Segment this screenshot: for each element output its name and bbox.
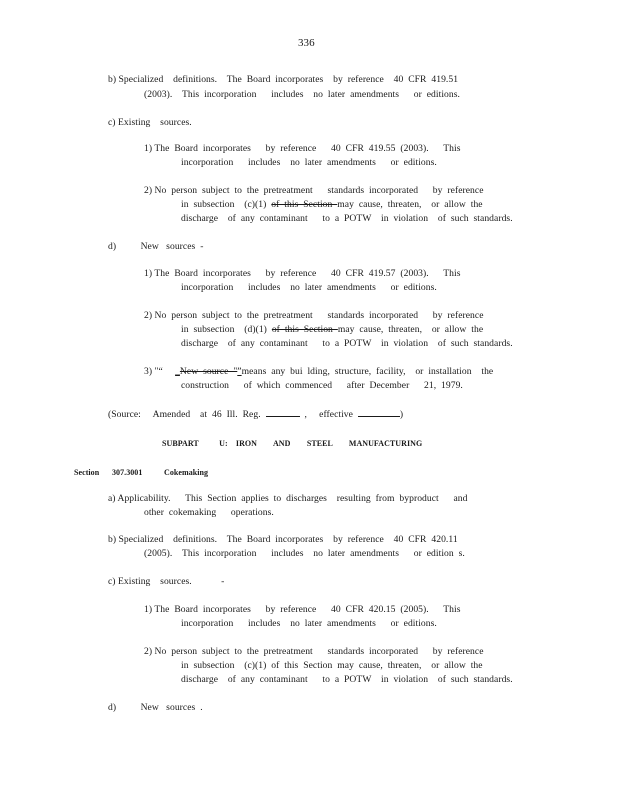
item2-text-a: in subsection (d)(1) (181, 324, 272, 335)
source-note-suffix: ) (399, 409, 404, 420)
d-new-item2-line1: 2) No person subject to the pretreatment standards incorporated by reference (144, 310, 484, 321)
c-existing-item2-line2 (181, 199, 483, 211)
c-existing-item2-line1: 2) No person subject to the pretreatment standards incorporated by reference (144, 185, 484, 196)
b-specialized-line2: (2003). This incorporation includes no later amendments or editions. (144, 89, 460, 100)
struck-text: of this Section (271, 199, 338, 210)
item3-text-d: means any bui lding, structure, facility, or installation the (241, 366, 494, 377)
c-existing2-item1-line2: incorporation includes no later amendments or editions. (181, 618, 437, 629)
d-new-item3-line1 (144, 366, 493, 378)
page-number: 336 (298, 37, 315, 49)
d-new-item2-line2 (181, 324, 483, 336)
blank-line-effective (358, 407, 400, 417)
b-specialized2-line2: (2005). This incorporation includes no later amendments or edition s. (144, 548, 465, 559)
source-note-middle: , effective (299, 409, 358, 420)
item2-text-b: may cause, threaten, or allow the (337, 324, 484, 335)
d-new-item1-line2: incorporation includes no later amendments or editions. (181, 282, 437, 293)
subpart-heading: SUBPART U: IRON AND STEEL MANUFACTURING (162, 439, 423, 448)
item2-text-a: in subsection (c)(1) (181, 199, 272, 210)
c-existing2-item2-line3: discharge of any contaminant to a POTW in violation of such standards. (181, 674, 513, 685)
a-applicability-line1: a) Applicability. This Section applies to discharges resulting from byproduct and (108, 493, 468, 504)
struck-text: New source " (179, 366, 238, 377)
b-specialized-line1: b) Specialized definitions. The Board incorporates by reference 40 CFR 419.51 (108, 74, 459, 85)
section-label: Section (74, 468, 100, 477)
source-note-prefix: (Source: Amended at 46 Ill. Reg. (108, 409, 266, 420)
c-existing2-item1-line1: 1) The Board incorporates by reference 40 CFR 420.15 (2005). This (144, 604, 461, 615)
d-new2-heading: d) New sources . (108, 702, 203, 713)
underlined-text: _ (175, 366, 180, 377)
c-existing2-item2-line2: in subsection (c)(1) of this Section may cause, threaten, or allow the (181, 660, 483, 671)
b-specialized2-line1: b) Specialized definitions. The Board incorporates by reference 40 CFR 420.11 (108, 534, 458, 545)
c-existing-item2-line3: discharge of any contaminant to a POTW in violation of such standards. (181, 213, 513, 224)
c-existing2-item2-line1: 2) No person subject to the pretreatment standards incorporated by reference (144, 646, 484, 657)
source-note (108, 407, 403, 421)
underlined-quote: ” (237, 366, 242, 377)
d-new-item3-line2: construction of which commenced after December 21, 1979. (181, 380, 463, 391)
item2-text-b: may cause, threaten, or allow the (337, 199, 483, 210)
section-number: 307.3001 (112, 468, 143, 477)
d-new-heading: d) New sources - (108, 241, 204, 252)
blank-line-register (266, 407, 300, 417)
struck-text: of this Section (271, 324, 338, 335)
c-existing2-heading: c) Existing sources. - (108, 576, 225, 587)
d-new-item2-line3: discharge of any contaminant to a POTW in violation of such standards. (181, 338, 513, 349)
c-existing-item1-line2: incorporation includes no later amendments or editions. (181, 157, 437, 168)
c-existing-item1-line1: 1) The Board incorporates by reference 40 CFR 419.55 (2003). This (144, 143, 461, 154)
a-applicability-line2: other cokemaking operations. (144, 507, 274, 518)
section-title: Cokemaking (164, 468, 209, 477)
d-new-item1-line1: 1) The Board incorporates by reference 40 CFR 419.57 (2003). This (144, 268, 461, 279)
item3-text-a: 3) "“ (144, 366, 176, 377)
c-existing-heading: c) Existing sources. (108, 117, 192, 128)
